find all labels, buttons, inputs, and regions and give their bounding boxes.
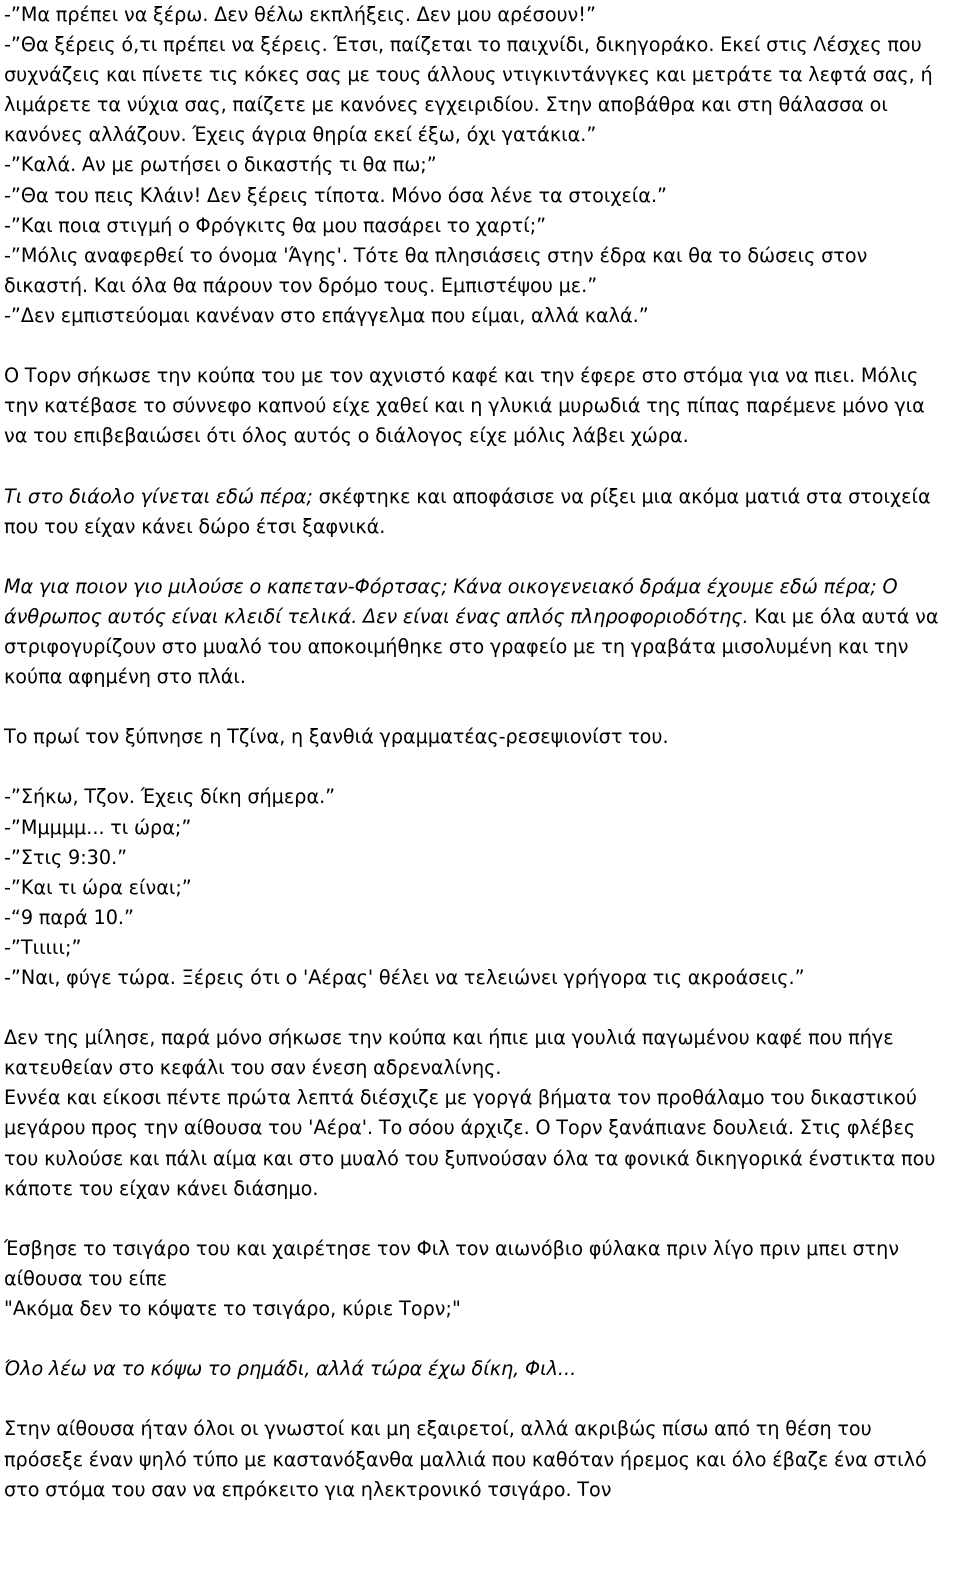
dialogue-line: -”Θα ξέρεις ό,τι πρέπει να ξέρεις. Έτσι, παίζεται το παιχνίδι, δικηγοράκο. Εκεί στις Λέσχες που συχνάζεις και πίνετε τις κόκες σας με τους άλλους ντιγκιντάνγκες και μετράτε τα λεφτά σας, ή λιμάρετε τα νύχια σας, παίζετε με κανόνες εγχειριδίου. Στην αποβάθρα και στη θάλασσα οι κανόνες αλλάζουν. Έχεις άγρια θηρία εκεί έξω, όχι γατάκια.”	[4, 33, 933, 147]
narrative-text: σκέφτηκε και αποφάσισε να ρίξει μια ακόμα ματιά στα στοιχεία που του είχαν κάνει δώρο έτσι ξαφνικά.	[4, 484, 931, 538]
narrative-paragraph: Στην αίθουσα ήταν όλοι οι γνωστοί και μη εξαιρετοί, αλλά ακριβώς πίσω από τη θέση του πρόσεξε έναν ψηλό τύπο με καστανόξανθα μαλλιά που καθόταν ήρεμος και όλο έβαζε ένα στιλό στο στόμα του σαν να επρόκειτο για ηλεκτρονικό τσιγάρο. Τον	[4, 1417, 927, 1501]
paragraph-gap	[4, 1204, 952, 1234]
dialogue-line: -”Ναι, φύγε τώρα. Ξέρεις ότι ο 'Αέρας' θέλει να τελειώνει γρήγορα τις ακροάσεις.”	[4, 966, 805, 989]
paragraph-gap	[4, 993, 952, 1023]
paragraph-gap	[4, 752, 952, 782]
italic-thought: Τι στο διάολο γίνεται εδώ πέρα;	[4, 484, 313, 508]
dialogue-line: -“9 παρά 10.”	[4, 905, 134, 929]
thought-paragraph	[4, 1354, 952, 1384]
thought-paragraph	[4, 482, 952, 542]
narrative-paragraph	[4, 1234, 952, 1324]
italic-thought: Μα για ποιον γιο μιλούσε ο καπεταν-Φόρτσας; Κάνα οικογενειακό δράμα έχουμε εδώ πέρα; Ο άνθρωπος αυτός είναι κλειδί τελικά. Δεν είναι ένας απλός πληροφοριοδότης.	[4, 574, 898, 628]
italic-thought: Όλο λέω να το κόψω το ρημάδι, αλλά τώρα έχω δίκη, Φιλ...	[4, 1357, 577, 1381]
narrative-line: Εννέα και είκοσι πέντε πρώτα λεπτά διέσχιζε με γοργά βήματα τον προθάλαμο του δικαστικού μεγάρου προς την αίθουσα του 'Αέρα'. Το σόου άρχιζε. Ο Τορν ξανάπιανε δουλειά. Στις φλέβες του κυλούσε και πάλι αίμα και στο μυαλό του ξυπνούσαν όλα τα φονικά δικηγορικά ένστικτα που κάποτε του είχαν κάνει διάσημο.	[4, 1086, 936, 1200]
dialogue-line: -”Μα πρέπει να ξέρω. Δεν θέλω εκπλήξεις. Δεν μου αρέσουν!”	[4, 3, 596, 26]
dialogue-line: -”Μόλις αναφερθεί το όνομα 'Άγης'. Τότε θα πλησιάσεις στην έδρα και θα το δώσεις στον δικαστή. Και όλα θα πάρουν τον δρόμο τους. Εμπιστέψου με.”	[4, 243, 868, 297]
narrative-line: Δεν της μίλησε, παρά μόνο σήκωσε την κούπα και ήπιε μια γουλιά παγωμένου καφέ που πήγε κατευθείαν στο κεφάλι του σαν ένεση αδρεναλίνης.	[4, 1026, 894, 1080]
dialogue-line: -”Και τι ώρα είναι;”	[4, 875, 192, 899]
paragraph-gap	[4, 1384, 952, 1414]
paragraph-gap	[4, 542, 952, 572]
dialogue-line: -”Μμμμμ... τι ώρα;”	[4, 815, 192, 839]
dialogue-line: -”Στις 9:30.”	[4, 845, 128, 869]
document-page	[4, 0, 952, 1505]
quoted-line: "Ακόμα δεν το κόψατε το τσιγάρο, κύριε Τορν;"	[4, 1297, 461, 1321]
narrative-paragraph: Ο Τορν σήκωσε την κούπα του με τον αχνιστό καφέ και την έφερε στο στόμα για να πιει. Μόλις την κατέβασε το σύννεφο καπνού είχε χαθεί και η γλυκιά μυρωδιά της πίπας παρέμενε μόνο για να του επιβεβαιώσει ότι όλος αυτός ο διάλογος είχε μόλις λάβει χώρα.	[4, 364, 925, 448]
narrative-paragraph: Το πρωί τον ξύπνησε η Τζίνα, η ξανθιά γραμματέας-ρεσεψιονίστ του.	[4, 725, 669, 749]
narrative-paragraph	[4, 1023, 952, 1204]
paragraph-gap	[4, 331, 952, 361]
dialogue-line: -”Σήκω, Τζον. Έχεις δίκη σήμερα.”	[4, 785, 336, 809]
dialogue-line: -”Δεν εμπιστεύομαι κανέναν στο επάγγελμα που είμαι, αλλά καλά.”	[4, 303, 649, 327]
narrative-line: Έσβησε το τσιγάρο του και χαιρέτησε τον Φιλ τον αιωνόβιο φύλακα πριν λίγο πριν μπει στην αίθουσα του είπε	[4, 1236, 900, 1290]
thought-paragraph	[4, 572, 952, 692]
narrative-text: Και με όλα αυτά να στριφογυρίζουν στο μυαλό του αποκοιμήθηκε στο γραφείο με τη γραβάτα μισολυμένη και την κούπα αφημένη στο πλάι.	[4, 604, 939, 689]
dialogue-line: -”Καλά. Αν με ρωτήσει ο δικαστής τι θα πω;”	[4, 153, 437, 177]
dialogue-block-2	[4, 782, 952, 993]
paragraph-gap	[4, 1324, 952, 1354]
paragraph-gap	[4, 451, 952, 481]
dialogue-block-1	[4, 0, 952, 331]
dialogue-line: -”Και ποια στιγμή ο Φρόγκιτς θα μου πασάρει το χαρτί;”	[4, 213, 547, 237]
dialogue-line: -”Θα του πεις Κλάιν! Δεν ξέρεις τίποτα. Μόνο όσα λένε τα στοιχεία.”	[4, 183, 667, 207]
paragraph-gap	[4, 692, 952, 722]
dialogue-line: -”Τιιιιι;”	[4, 935, 82, 959]
